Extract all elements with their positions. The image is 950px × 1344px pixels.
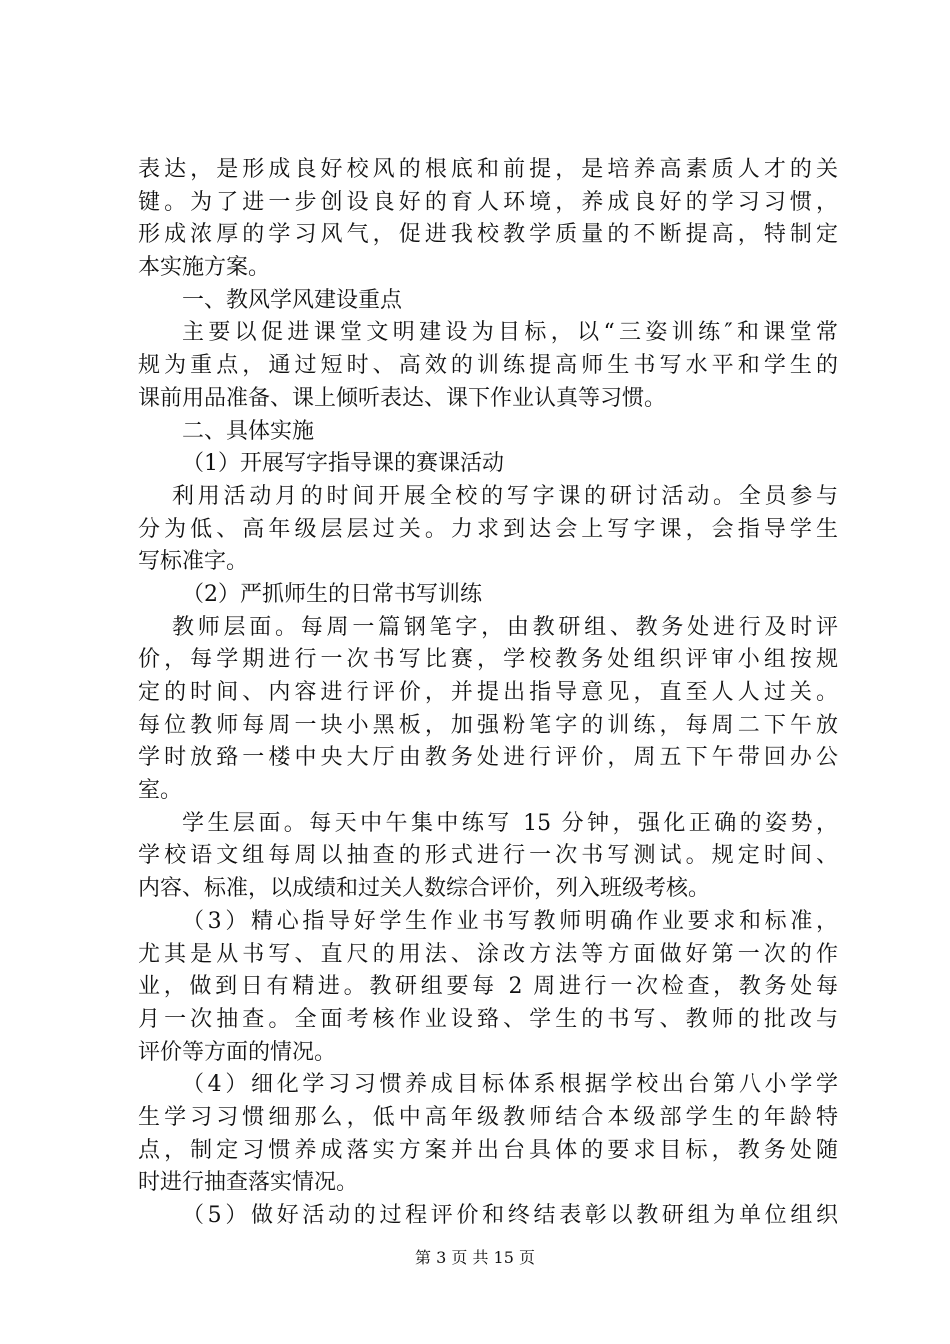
text-line: 主要以促进课堂文明建设为目标，以“三姿训练″和课堂常 — [182, 320, 838, 346]
page-footer: 第 3 页 共 15 页 — [415, 1248, 535, 1267]
text-line: 学生层面。每天中午集中练写 15 分钟，强化正确的姿势， — [182, 810, 838, 836]
text-line: 形成浓厚的学习风气，促进我校教学质量的不断提高，特制定 — [138, 222, 838, 248]
text-line: （3）精心指导好学生作业书写教师明确作业要求和标准， — [182, 908, 838, 934]
text-line: 二、具体实施 — [182, 418, 315, 444]
text-line: 定的时间、内容进行评价，并提出指导意见，直至人人过关。 — [138, 680, 838, 705]
text-line: 月一次抽查。全面考核作业设臵、学生的书写、教师的批改与 — [138, 1006, 838, 1032]
text-line: 点，制定习惯养成落实方案并出台具体的要求目标，教务处随 — [138, 1137, 838, 1163]
text-line: （1）开展写字指导课的赛课活动 — [182, 451, 504, 477]
text-line: 分为低、高年级层层过关。力求到达会上写字课，会指导学生 — [138, 516, 838, 542]
text-line: 本实施方案。 — [138, 255, 271, 281]
text-line: 内容、标准，以成绩和过关人数综合评价，列入班级考核。 — [138, 876, 711, 902]
text-line: 表达，是形成良好校风的根底和前提，是培养高素质人才的关 — [138, 157, 838, 182]
text-line: （4）细化学习习惯养成目标体系根据学校出台第八小学学 — [182, 1072, 838, 1098]
text-line: 一、教风学风建设重点 — [182, 287, 403, 313]
text-line: 学校语文组每周以抽查的形式进行一次书写测试。规定时间、 — [138, 843, 838, 869]
text-line: 规为重点，通过短时、高效的训练提高师生书写水平和学生的 — [138, 353, 838, 379]
text-line: （2）严抓师生的日常书写训练 — [182, 581, 482, 607]
text-line: 教师层面。每周一篇钢笔字，由教研组、教务处进行及时评 — [172, 614, 838, 640]
text-line: 课前用品准备、课上倾听表达、课下作业认真等习惯。 — [138, 385, 667, 411]
text-line: 生学习习惯细那么，低中高年级教师结合本级部学生的年龄特 — [138, 1104, 838, 1130]
text-line: 学时放臵一楼中央大厅由教务处进行评价，周五下午带回办公 — [138, 745, 838, 771]
text-line: 时进行抽查落实情况。 — [138, 1170, 359, 1196]
text-line: 键。为了进一步创设良好的育人环境，养成良好的学习习惯， — [138, 189, 838, 215]
text-line: （5）做好活动的过程评价和终结表彰以教研组为单位组织 — [182, 1203, 838, 1228]
document-body — [138, 154, 838, 1233]
text-line: 利用活动月的时间开展全校的写字课的研讨活动。全员参与 — [172, 483, 838, 509]
text-line: 业，做到日有精进。教研组要每 2 周进行一次检查，教务处每 — [138, 974, 838, 1000]
text-line: 价，每学期进行一次书写比赛，学校教务处组织评审小组按规 — [138, 647, 838, 673]
text-line: 评价等方面的情况。 — [138, 1039, 337, 1065]
text-line: 每位教师每周一块小黑板，加强粉笔字的训练，每周二下午放 — [138, 712, 838, 738]
text-line: 尤其是从书写、直尺的用法、涂改方法等方面做好第一次的作 — [138, 941, 838, 967]
text-line: 室。 — [138, 778, 183, 804]
text-line: 写标准字。 — [138, 549, 249, 575]
